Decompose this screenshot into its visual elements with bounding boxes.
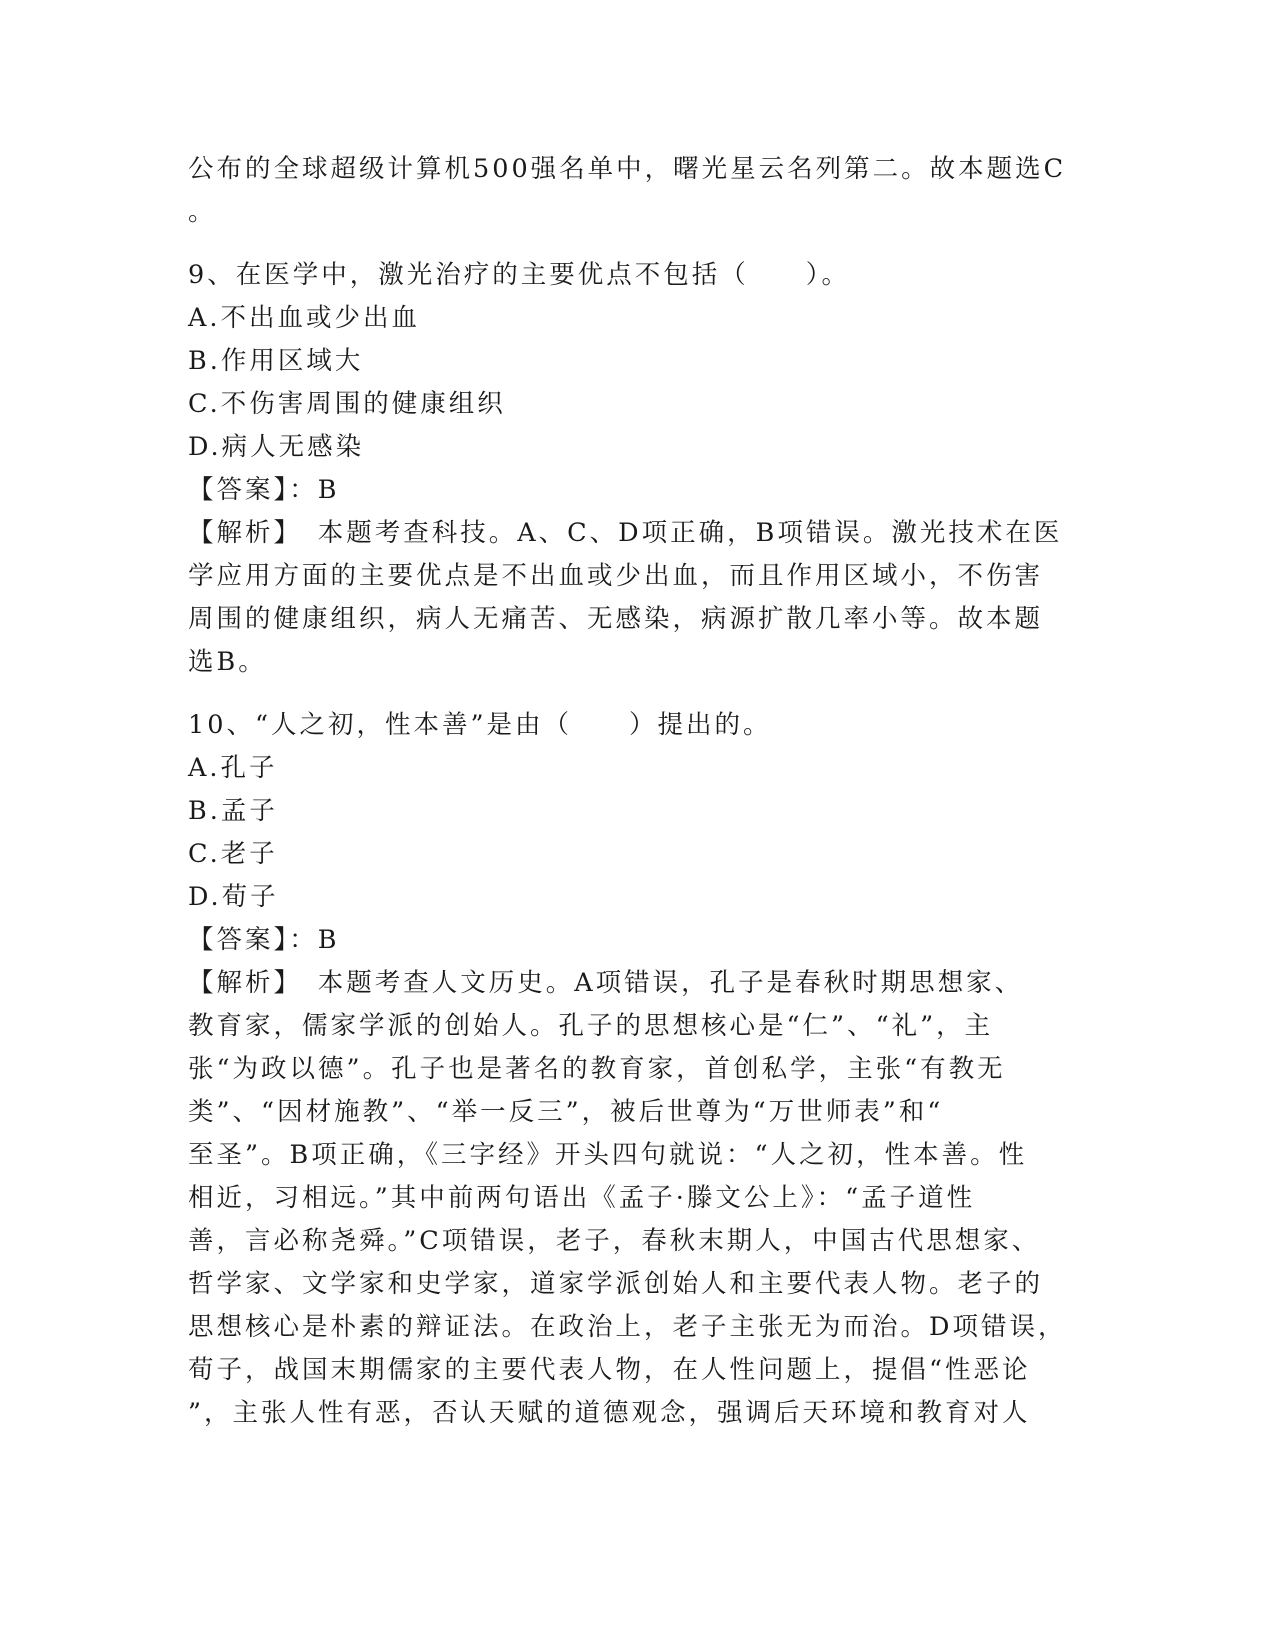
analysis-line: ”，主张人性有恶，否认天赋的道德观念，强调后天环境和教育对人 [188,1398,1031,1428]
option-a: A.不出血或少出血 [188,303,421,333]
option-d: D.荀子 [188,882,279,912]
analysis-line: 哲学家、文学家和史学家，道家学派创始人和主要代表人物。老子的 [188,1269,1044,1299]
analysis-line: 荀子，战国末期儒家的主要代表人物，在人性问题上，提倡“性恶论 [188,1355,1031,1385]
option-a: A.孔子 [188,753,278,783]
analysis-line: 善，言必称尧舜。”C项错误，老子，春秋末期人，中国古代思想家、 [188,1226,1041,1256]
question-title: 10、“人之初，性本善”是由（ ）提出的。 [188,710,772,740]
question-9 [188,254,1088,684]
analysis-line: 思想核心是朴素的辩证法。在政治上，老子主张无为而治。D项错误， [188,1312,1067,1342]
answer: 【答案】：B [188,925,340,955]
analysis-line: 教育家，儒家学派的创始人。孔子的思想核心是“仁”、“礼”，主 [188,1011,994,1041]
analysis-line: 选B。 [188,647,267,677]
analysis-line: 至圣”。B项正确，《三字经》开头四句就说：“人之初，性本善。性 [188,1140,1028,1170]
spacer [188,684,1088,704]
analysis-line: 类”、“因材施教”、“举一反三”，被后世尊为“万世师表”和“ [188,1097,944,1127]
spacer [188,234,1088,254]
option-b: B.孟子 [188,796,278,826]
answer: 【答案】：B [188,475,340,505]
analysis-line: 【解析】 本题考查科技。A、C、D项正确，B项错误。激光技术在医 [188,518,1063,548]
analysis-line: 学应用方面的主要优点是不出血或少出血，而且作用区域小，不伤害 [188,561,1044,591]
option-d: D.病人无感染 [188,432,365,462]
question-title: 9、在医学中，激光治疗的主要优点不包括（ ）。 [188,260,850,290]
question-10 [188,704,1088,1435]
analysis-line: 【解析】 本题考查人文历史。A项错误，孔子是春秋时期思想家、 [188,968,1024,998]
analysis-line: 张“为政以德”。孔子也是著名的教育家，首创私学，主张“有教无 [188,1054,1006,1084]
option-c: C.老子 [188,839,278,869]
option-c: C.不伤害周围的健康组织 [188,389,506,419]
option-b: B.作用区域大 [188,346,364,376]
analysis-line: 周围的健康组织，病人无痛苦、无感染，病源扩散几率小等。故本题 [188,604,1044,634]
document-page [188,148,1088,1435]
intro-line-2: 。 [188,197,217,227]
analysis-line: 相近，习相远。”其中前两句语出《孟子·滕文公上》：“孟子道性 [188,1183,976,1213]
intro-line-1: 公布的全球超级计算机500强名单中，曙光星云名列第二。故本题选C [188,154,1067,184]
